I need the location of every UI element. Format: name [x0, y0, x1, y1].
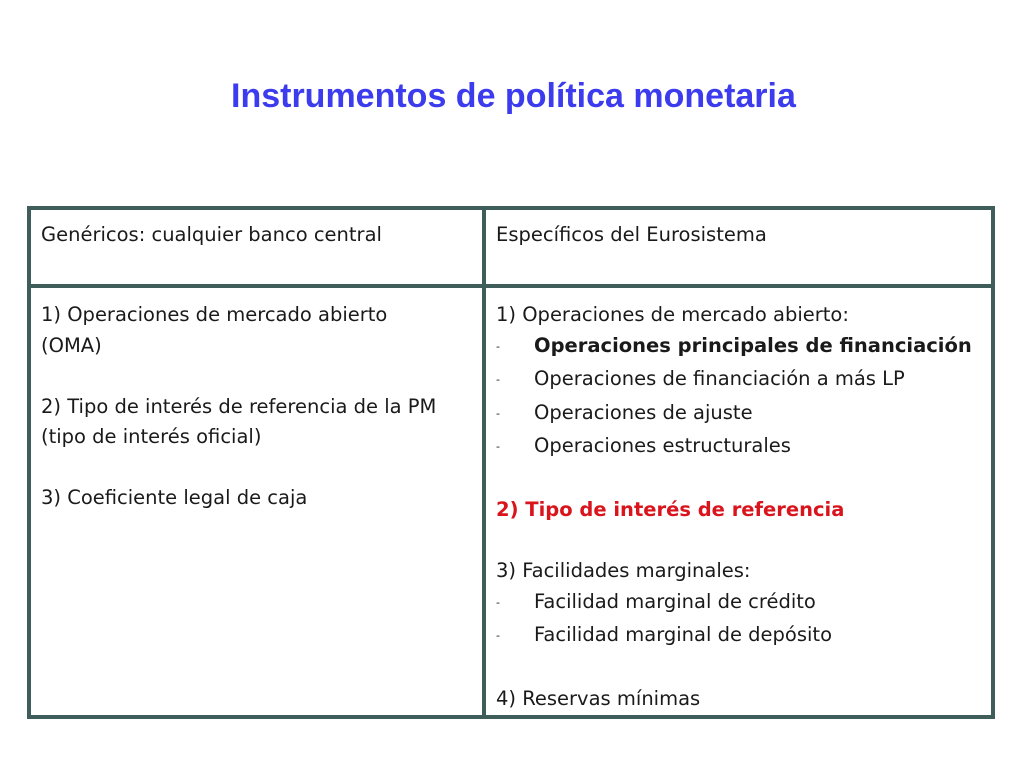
header-cell-especificos: Específicos del Eurosistema: [484, 208, 993, 286]
dash-bullet-icon: -: [496, 629, 500, 642]
spacer: [496, 465, 981, 496]
instruments-table: [27, 206, 995, 719]
generic-item-2-line-1: 2) Tipo de interés de referencia de la PM: [41, 394, 437, 418]
list-item: [496, 364, 981, 398]
list-item: [496, 331, 981, 365]
table-body-row: [29, 286, 993, 717]
dash-bullet-icon: -: [496, 440, 500, 453]
specific-section-2-heading: 2) Tipo de interés de referencia: [496, 498, 845, 521]
list-item: [496, 398, 981, 432]
header-cell-genericos: Genéricos: cualquier banco central: [29, 208, 484, 286]
spacer: [41, 361, 472, 392]
dash-bullet-icon: -: [496, 373, 500, 386]
list-item: [496, 587, 981, 621]
generic-item-3: 3) Coeficiente legal de caja: [41, 486, 308, 509]
bullet-text-estructurales: Operaciones estructurales: [534, 434, 791, 457]
dash-bullet-icon: -: [496, 595, 500, 609]
table-header-row: [29, 208, 993, 286]
cell-genericos: [29, 286, 484, 717]
bullet-text-financiacion-lp: Operaciones de financiación a más LP: [534, 367, 905, 390]
slide-title: Instrumentos de política monetaria: [231, 77, 796, 115]
bullet-text-deposito: Facilidad marginal de depósito: [534, 623, 833, 646]
list-item: [496, 620, 981, 654]
dash-bullet-icon: -: [496, 406, 500, 420]
specific-section-3-heading: 3) Facilidades marginales:: [496, 559, 751, 582]
specific-section-1-heading: 1) Operaciones de mercado abierto:: [496, 303, 849, 326]
specific-section-4-heading: 4) Reservas mínimas: [496, 687, 701, 710]
generic-item-1-line-1: 1) Operaciones de mercado abierto: [41, 303, 388, 326]
bullet-text-operaciones-principales: Operaciones principales de financiación: [534, 333, 972, 357]
bullet-text-credito: Facilidad marginal de crédito: [534, 589, 816, 613]
spacer: [41, 453, 472, 484]
generic-item-1-line-2: (OMA): [41, 333, 102, 357]
spacer: [496, 526, 981, 557]
generic-item-2-line-2: (tipo de interés oficial): [41, 425, 262, 448]
bullet-text-ajuste: Operaciones de ajuste: [534, 400, 753, 424]
spacer: [496, 654, 981, 685]
list-item: [496, 431, 981, 465]
dash-bullet-icon: -: [496, 339, 500, 353]
cell-especificos: [484, 286, 993, 717]
